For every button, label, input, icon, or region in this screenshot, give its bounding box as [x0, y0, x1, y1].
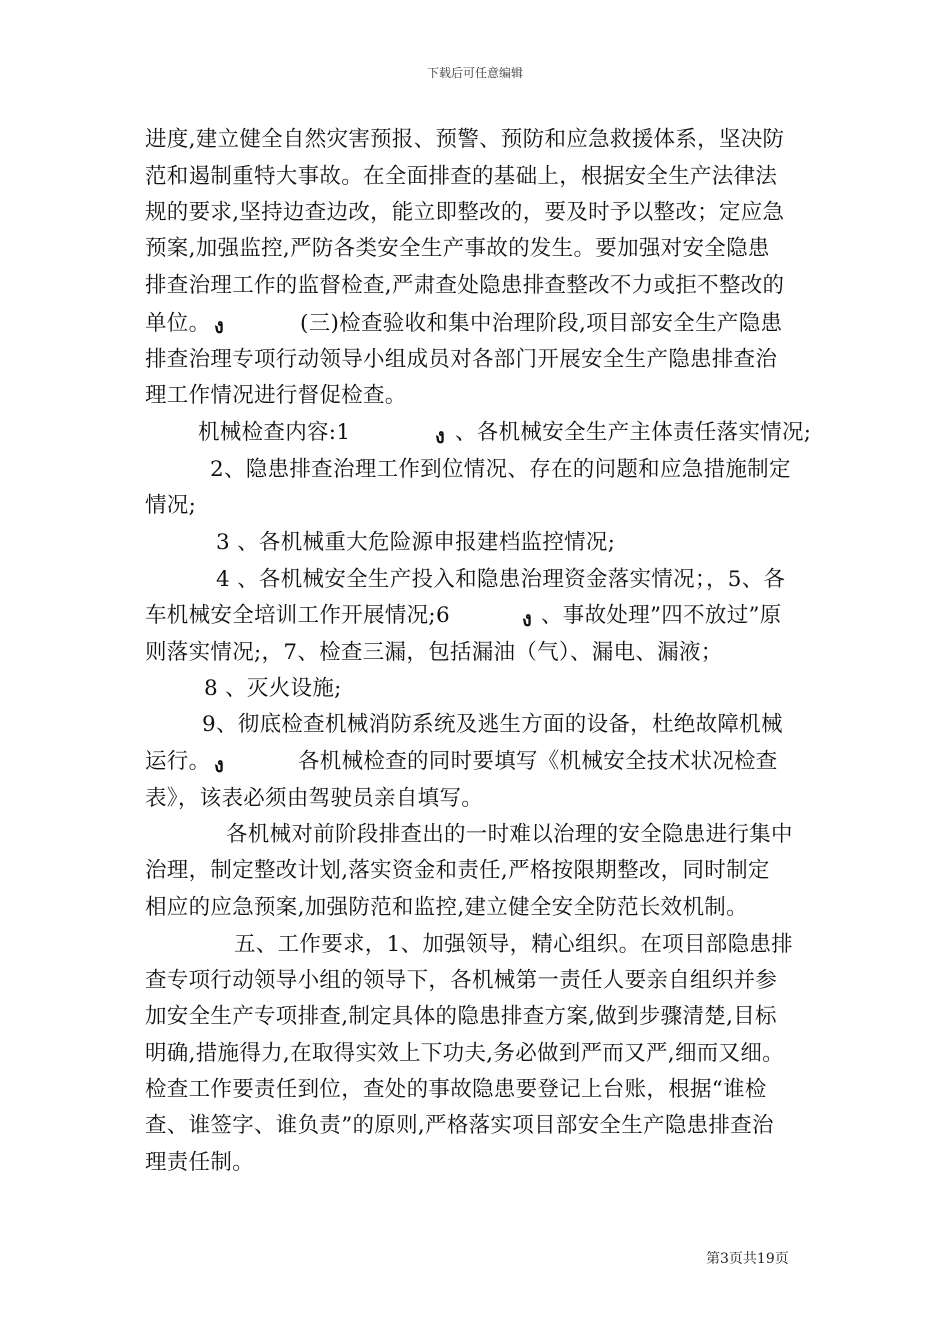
text-line: 运行。: [145, 749, 211, 774]
text-line: 情况;: [145, 493, 197, 518]
text-line: 治理，制定整改计划,落实资金和责任,严格按限期整改，同时制定: [145, 858, 770, 883]
text-line: 预案,加强监控,严防各类安全生产事故的发生。要加强对安全隐患: [145, 236, 770, 261]
paragraph-mark-icon: ง: [214, 753, 225, 777]
text-line: 则落实情况;，7、检查三漏，包括漏油（气）、漏电、漏液；: [145, 640, 723, 665]
text-line: 8 、灭火设施;: [204, 676, 342, 701]
text-line: 查专项行动领导小组的领导下，各机械第一责任人要亲自组织并参: [145, 968, 778, 993]
page-header-note: 下载后可任意编辑: [426, 66, 523, 80]
text-line: 排查治理工作的监督检查,严肃查处隐患排查整改不力或拒不整改的: [145, 273, 785, 298]
text-line: 车机械安全培训工作开展情况;6: [145, 603, 450, 628]
text-line: 、各机械安全生产主体责任落实情况;: [455, 420, 812, 445]
text-line: 4 、各机械安全生产投入和隐患治理资金落实情况；，5、各: [216, 567, 786, 592]
paragraph-mark-icon: ง: [522, 607, 533, 631]
text-line: 3 、各机械重大危险源申报建档监控情况;: [216, 530, 616, 555]
text-line: 单位。: [145, 311, 211, 336]
text-line: 各机械检查的同时要填写《机械安全技术状况检查: [298, 749, 778, 774]
text-line: 2、隐患排查治理工作到位情况、存在的问题和应急措施制定: [210, 457, 791, 482]
text-line: 检查工作要责任到位，查处的事故隐患要登记上台账，根据“谁检: [145, 1077, 767, 1102]
text-line: 、事故处理”四不放过”原: [541, 603, 782, 628]
text-line: 理责任制。: [145, 1150, 255, 1175]
text-line: 机械检查内容:1: [198, 420, 351, 445]
paragraph-mark-icon: ง: [435, 424, 446, 448]
text-line: 各机械对前阶段排查出的一时难以治理的安全隐患进行集中: [226, 822, 793, 847]
text-line: 查、谁签字、谁负责”的原则,严格落实项目部安全生产隐患排查治: [145, 1113, 774, 1138]
paragraph-mark-icon: ง: [214, 314, 225, 338]
page-number: 第3页共19页: [706, 1251, 789, 1267]
text-line: 进度,建立健全自然灾害预报、预警、预防和应急救援体系，坚决防: [145, 127, 785, 152]
text-line: 排查治理专项行动领导小组成员对各部门开展安全生产隐患排查治: [145, 347, 778, 372]
text-line: 加安全生产专项排查,制定具体的隐患排查方案,做到步骤清楚,目标: [145, 1004, 777, 1029]
text-line: 明确,措施得力,在取得实效上下功夫,务必做到严而又严,细而又细。: [145, 1041, 784, 1066]
text-line: 理工作情况进行督促检查。: [145, 383, 407, 408]
text-line: 9、彻底检查机械消防系统及逃生方面的设备，杜绝故障机械: [202, 712, 783, 737]
text-line: 表》，该表必须由驾驶员亲自填写。: [145, 786, 484, 811]
text-line: (三)检查验收和集中治理阶段,项目部安全生产隐患: [300, 311, 783, 336]
text-line: 范和遏制重特大事故。在全面排查的基础上，根据安全生产法律法: [145, 164, 778, 189]
text-line: 五、工作要求，1、加强领导，精心组织。在项目部隐患排: [234, 932, 793, 957]
text-line: 规的要求,坚持边查边改，能立即整改的，要及时予以整改；定应急: [145, 200, 785, 225]
text-line: 相应的应急预案,加强防范和监控,建立健全安全防范长效机制。: [145, 895, 748, 920]
